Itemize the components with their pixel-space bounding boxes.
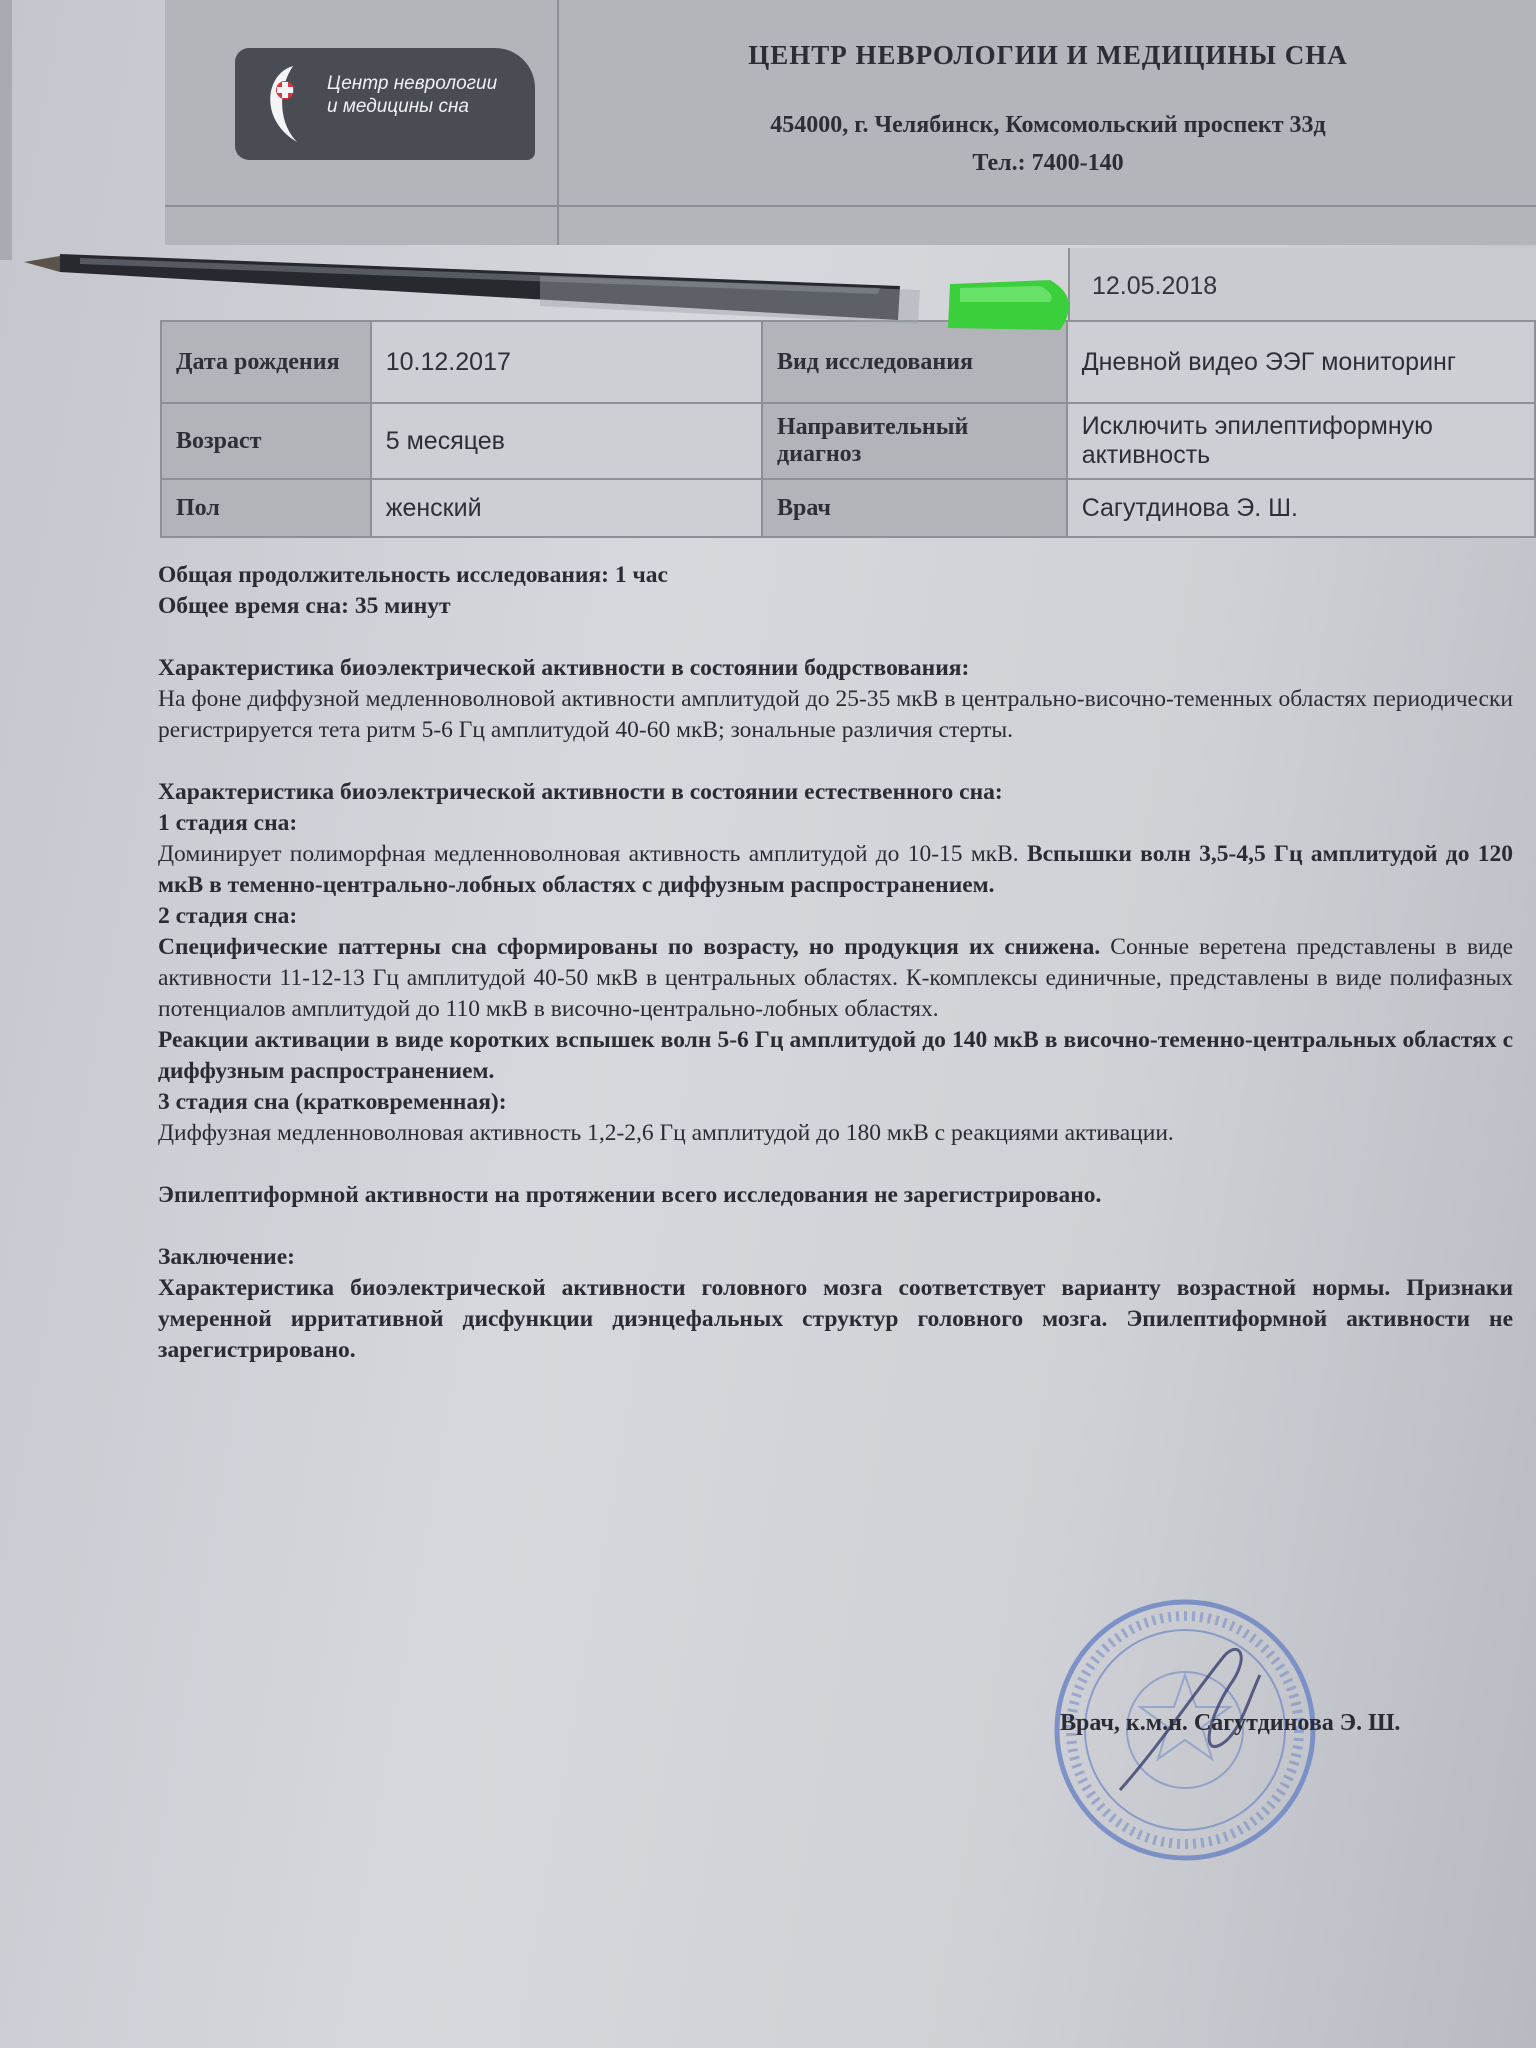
awake-section-title: Характеристика биоэлектрической активности в состоянии бодрствования: bbox=[158, 655, 970, 681]
doctor-value: Сагутдинова Э. Ш. bbox=[1067, 479, 1535, 537]
patient-info-table bbox=[160, 320, 1536, 538]
sex-value: женский bbox=[371, 479, 762, 537]
header-divider-horizontal bbox=[165, 205, 1536, 207]
moon-icon bbox=[253, 60, 323, 148]
exam-date-cell bbox=[1068, 248, 1536, 328]
stage3-text: Диффузная медленноволновая активность 1,2-2,6 Гц амплитудой до 180 мкВ с реакциями активации. bbox=[158, 1120, 1174, 1146]
letterhead bbox=[165, 0, 1536, 245]
stage1-title: 1 стадия сна: bbox=[158, 810, 298, 836]
logo-text bbox=[327, 72, 527, 118]
page-edge bbox=[0, 0, 12, 260]
conclusion-text: Характеристика биоэлектрической активности головного мозга соответствует варианту возрастной нормы. Признаки умеренной ирритативной дисфункции диэнцефальных структур головного мозга. Эпилептиформной активности не зарегистрировано. bbox=[158, 1275, 1513, 1363]
no-epileptiform-text: Эпилептиформной активности на протяжении всего исследования не зарегистрировано. bbox=[158, 1182, 1102, 1208]
stage2-text-b: Сонные веретена представлены в виде активности 11-12-13 Гц амплитудой 40-50 мкВ в центральных областях. К-комплексы единичные, представлены в виде полифазных потенциалов амплитудой до 110 мкВ в височно-центрально-лобных областях. bbox=[158, 934, 1514, 1022]
stage1-text-a: Доминирует полиморфная медленноволновая активность амплитудой до 10-15 мкВ. bbox=[158, 841, 1019, 867]
sleep-time-text: Общее время сна: 35 минут bbox=[158, 593, 451, 619]
birth-date-label: Дата рождения bbox=[161, 321, 371, 403]
clinic-name: ЦЕНТР НЕВРОЛОГИИ И МЕДИЦИНЫ СНА bbox=[748, 40, 1348, 70]
diagnosis-label: Направительный диагноз bbox=[762, 403, 1067, 479]
sex-label: Пол bbox=[161, 479, 371, 537]
exam-date: 12.05.2018 bbox=[1092, 272, 1218, 300]
stage2-text-a: Специфические паттерны сна сформированы по возрасту, но продукция их снижена. bbox=[158, 934, 1101, 960]
doctor-signature-line: Врач, к.м.н. Сагутдинова Э. Ш. bbox=[1060, 1710, 1401, 1736]
logo-line-2: и медицины сна bbox=[327, 96, 469, 117]
exam-type-label: Вид исследования bbox=[762, 321, 1067, 403]
stage3-title: 3 стадия сна (кратковременная): bbox=[158, 1089, 507, 1115]
stage2-text bbox=[158, 932, 1513, 1025]
clinic-logo bbox=[235, 48, 535, 160]
exam-type-value: Дневной видео ЭЭГ мониторинг bbox=[1067, 321, 1535, 403]
clinic-phone: Тел.: 7400-140 bbox=[972, 150, 1124, 176]
age-value: 5 месяцев bbox=[371, 403, 762, 479]
awake-section-text: На фоне диффузной медленноволновой активности амплитудой до 25-35 мкВ в центрально-височно-теменных областях периодически регистрируется тета ритм 5-6 Гц амплитудой 40-60 мкВ; зональные различия стерты. bbox=[158, 686, 1513, 743]
conclusion-title: Заключение: bbox=[158, 1244, 295, 1270]
diagnosis-value: Исключить эпилептиформную активность bbox=[1067, 403, 1535, 479]
stage2-title: 2 стадия сна: bbox=[158, 903, 298, 929]
report-body bbox=[158, 560, 1513, 1366]
duration-text: Общая продолжительность исследования: 1 час bbox=[158, 562, 668, 588]
birth-date-value: 10.12.2017 bbox=[371, 321, 762, 403]
ballpoint-pen-icon bbox=[20, 228, 1120, 348]
logo-line-1: Центр неврологии bbox=[327, 73, 498, 94]
doctor-label: Врач bbox=[762, 479, 1067, 537]
stage2-text-c: Реакции активации в виде коротких вспышек волн 5-6 Гц амплитудой до 140 мкВ в височно-теменно-центральных областях с диффузным распространением. bbox=[158, 1027, 1513, 1084]
age-label: Возраст bbox=[161, 403, 371, 479]
clinic-address: 454000, г. Челябинск, Комсомольский проспект 33д bbox=[770, 112, 1326, 138]
stage1-text bbox=[158, 839, 1513, 901]
header-divider-vertical bbox=[557, 0, 559, 245]
stage1-text-b: Вспышки волн 3,5-4,5 Гц амплитудой до 120 мкВ в теменно-центрально-лобных областях с диффузным распространением. bbox=[158, 841, 1513, 898]
sleep-section-title: Характеристика биоэлектрической активности в состоянии естественного сна: bbox=[158, 779, 1003, 805]
